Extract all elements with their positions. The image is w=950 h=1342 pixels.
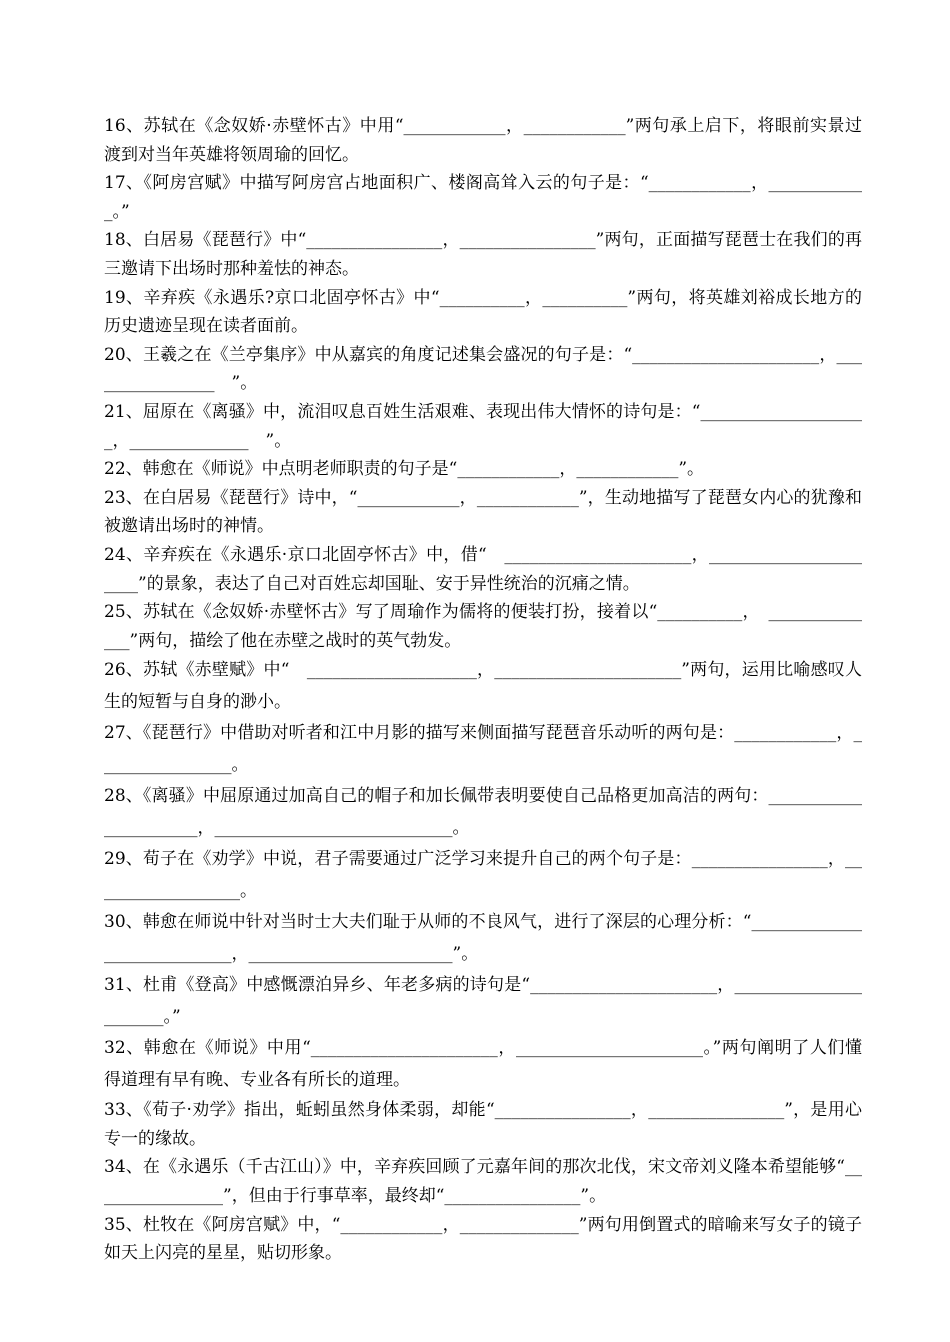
question-16: 16、苏轼在《念奴娇·赤壁怀古》中用“____________，____________”两句承上启下，将眼前实景过渡到对当年英雄将领周瑜的回忆。 [104, 116, 862, 165]
question-30: 30、韩愈在师说中针对当时士大夫们耻于从师的不良风气，进行了深层的心理分析：“____________________________，________________________”。 [104, 912, 862, 964]
question-22: 22、韩愈在《师说》中点明老师职责的句子是“____________，____________”。 [104, 459, 705, 480]
question-17: 17、《阿房宫赋》中描写阿房宫占地面积广、楼阁高耸入云的句子是：“____________，____________。” [104, 173, 862, 222]
question-20: 20、王羲之在《兰亭集序》中从嘉宾的角度记述集会盛况的句子是：“______________________，________________ ”。 [104, 344, 862, 394]
question-32: 32、韩愈在《师说》中用“______________________，______________________。”两句阐明了人们懂得道理有早有晚、专业各有所长的道理。 [104, 1038, 862, 1090]
question-33: 33、《荀子·劝学》指出，蚯蚓虽然身体柔弱，却能“________________，________________”，是用心专一的缘故。 [104, 1100, 862, 1149]
question-34: 34、在《永遇乐（千古江山）》中，辛弃疾回顾了元嘉年间的那次北伐，宋文帝刘义隆本希望能够“________________”，但由于行事草率，最终却“________________”。 [104, 1157, 862, 1207]
question-18: 18、白居易《琵琶行》中“________________，________________”两句，正面描写琵琶士在我们的再三邀请下出场时那种羞怯的神态。 [104, 230, 862, 279]
question-28: 28、《离骚》中屈原通过加高自己的帽子和加长佩带表明要使自己品格更加高洁的两句：______________________，____________________________。 [104, 786, 862, 838]
question-19: 19、辛弃疾《永遇乐?京口北固亭怀古》中“__________，__________”两句，将英雄刘裕成长地方的历史遗迹呈现在读者面前。 [104, 287, 862, 337]
question-25: 25、苏轼在《念奴娇·赤壁怀古》写了周瑜作为儒将的便装打扮，接着以“__________， ______________”两句，描绘了他在赤壁之战时的英气勃发。 [104, 602, 862, 651]
question-29: 29、荀子在《劝学》中说，君子需要通过广泛学习来提升自己的两个句子是：________________，__________________。 [104, 849, 862, 901]
question-35: 35、杜牧在《阿房宫赋》中，“____________，______________”两句用倒置式的暗喻来写女子的镜子如天上闪亮的星星，贴切形象。 [104, 1214, 862, 1264]
question-27: 27、《琵琶行》中借助对听者和江中月影的描写来侧面描写琵琶音乐动听的两句是：____________，________________。 [104, 723, 862, 775]
question-24: 24、辛弃疾在《永遇乐·京口北固亭怀古》中，借“ ______________________，______________________”的景象，表达了自己对百姓忘却国耻、安于异性统治的沉痛之情。 [104, 544, 862, 594]
question-21: 21、屈原在《离骚》中，流泪叹息百姓生活艰难、表现出伟大情怀的诗句是：“____________________，______________ ”。 [104, 401, 862, 451]
question-23: 23、在白居易《琵琶行》诗中，“____________，____________”，生动地描写了琵琶女内心的犹豫和被邀请出场时的神情。 [104, 487, 862, 537]
question-26: 26、苏轼《赤壁赋》中“ ____________________，______________________”两句，运用比喻感叹人生的短暂与自身的渺小。 [104, 660, 862, 712]
question-31: 31、杜甫《登高》中感慨漂泊异乡、年老多病的诗句是“______________________，______________________。” [104, 975, 862, 1027]
